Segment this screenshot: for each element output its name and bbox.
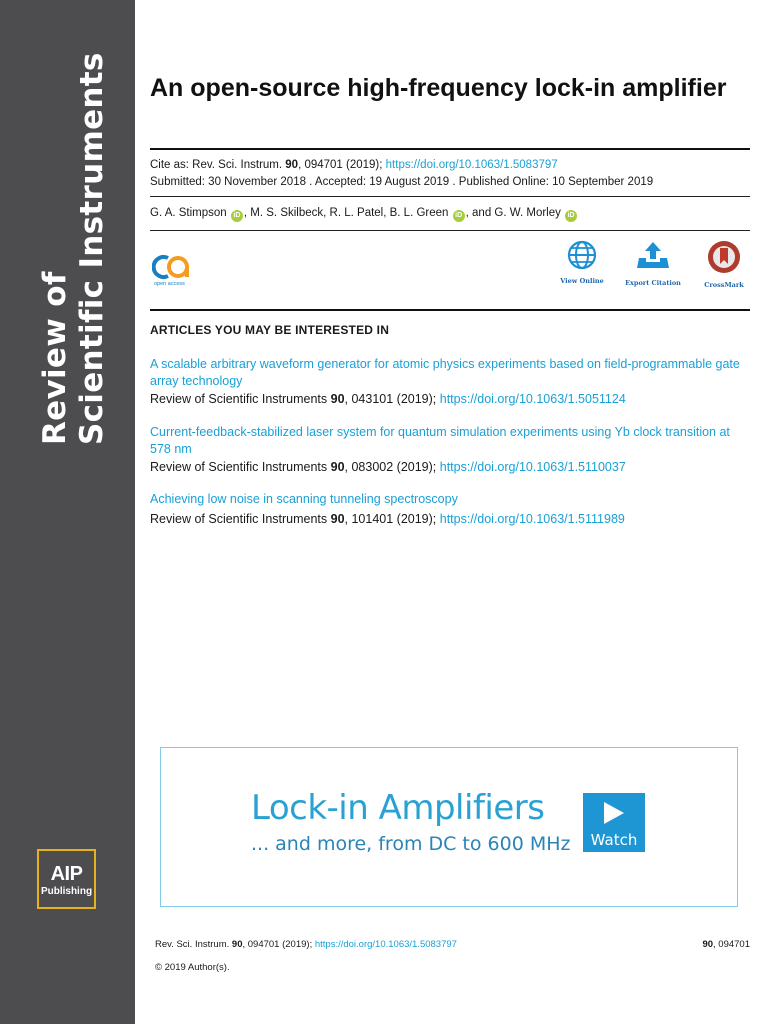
journal-title-line2: Scientific Instruments — [74, 52, 110, 445]
footer-volume: 90 — [231, 939, 243, 950]
divider — [150, 230, 750, 231]
orcid-icon[interactable]: iD — [231, 210, 243, 222]
orcid-icon[interactable]: iD — [453, 210, 465, 222]
related-article-source — [150, 511, 625, 528]
aip-logo-text: AIP — [50, 863, 83, 885]
play-icon — [604, 802, 624, 824]
divider — [150, 148, 750, 150]
related-article-title[interactable]: Current-feedback-stabilized laser system for quantum simulation experiments using Yb clock transition at 578 nm — [150, 425, 730, 456]
crossmark-icon — [707, 240, 741, 274]
watch-label: Watch — [590, 831, 638, 849]
page-identifier — [702, 938, 750, 952]
related-article-doi-link[interactable]: https://doi.org/10.1063/1.5111989 — [439, 512, 625, 526]
aip-publishing-logo[interactable] — [37, 849, 96, 909]
journal-title-line1: Review of — [37, 271, 73, 445]
open-access-icon — [152, 252, 196, 288]
footer-citation — [155, 938, 457, 952]
page-ref: , 094701 — [713, 939, 750, 950]
divider — [150, 309, 750, 311]
related-article-source — [150, 391, 626, 408]
crossmark-label: CrossMark — [704, 281, 744, 289]
source-ref: , 101401 (2019); — [344, 512, 440, 526]
export-citation-label: Export Citation — [625, 279, 681, 287]
related-article-doi-link[interactable]: https://doi.org/10.1063/1.5110037 — [439, 460, 626, 474]
author-stimpson[interactable]: G. A. Stimpson — [150, 207, 227, 219]
cite-label: Cite as: Rev. Sci. Instrum. — [150, 159, 286, 171]
author-list — [150, 205, 578, 222]
article-title: An open-source high-frequency lock-in amplifier — [150, 74, 727, 102]
aip-logo-subtext: Publishing — [40, 886, 93, 897]
globe-icon — [567, 240, 597, 270]
copyright-notice: © 2019 Author(s). — [155, 962, 230, 973]
cite-volume: 90 — [285, 159, 299, 171]
source-volume: 90 — [330, 512, 345, 526]
view-online-label: View Online — [560, 277, 604, 285]
divider — [150, 196, 750, 197]
footer-doi-link[interactable]: https://doi.org/10.1063/1.5083797 — [314, 939, 457, 950]
footer-ref: , 094701 (2019); — [242, 939, 315, 950]
journal-title — [37, 45, 111, 445]
export-icon — [636, 240, 670, 272]
source-volume: 90 — [330, 460, 345, 474]
related-article-doi-link[interactable]: https://doi.org/10.1063/1.5051124 — [439, 392, 626, 406]
source-journal: Review of Scientific Instruments — [150, 392, 331, 406]
source-ref: , 043101 (2019); — [344, 392, 440, 406]
related-article-title[interactable]: Achieving low noise in scanning tunneling spectroscopy — [150, 492, 458, 506]
related-article-source — [150, 459, 626, 476]
orcid-icon[interactable]: iD — [565, 210, 577, 222]
source-journal: Review of Scientific Instruments — [150, 512, 331, 526]
open-access-logo — [152, 252, 196, 288]
footer-journal: Rev. Sci. Instrum. — [155, 939, 232, 950]
crossmark-button[interactable] — [694, 240, 754, 289]
open-access-label: open access — [154, 281, 185, 287]
author-morley[interactable]: , and G. W. Morley — [465, 207, 561, 219]
article-doi-link[interactable]: https://doi.org/10.1063/1.5083797 — [385, 159, 558, 171]
watch-button[interactable] — [583, 793, 645, 852]
cite-rest: , 094701 (2019); — [298, 159, 386, 171]
page-volume: 90 — [702, 939, 714, 950]
advertisement-banner[interactable] — [160, 747, 738, 907]
ad-headline: Lock-in Amplifiers — [251, 788, 545, 828]
journal-sidebar — [0, 0, 135, 1024]
view-online-button[interactable] — [552, 240, 612, 285]
ad-subline: ... and more, from DC to 600 MHz — [251, 833, 571, 855]
publication-dates: Submitted: 30 November 2018 . Accepted: 19 August 2019 . Published Online: 10 September 2019 — [150, 176, 654, 188]
related-articles-heading: ARTICLES YOU MAY BE INTERESTED IN — [150, 323, 390, 337]
author-group[interactable]: , M. S. Skilbeck, R. L. Patel, B. L. Green — [243, 207, 449, 219]
citation-block — [150, 157, 653, 191]
source-journal: Review of Scientific Instruments — [150, 460, 331, 474]
export-citation-button[interactable] — [623, 240, 683, 287]
related-article-title[interactable]: A scalable arbitrary waveform generator for atomic physics experiments based on field-programmable gate array technology — [150, 357, 740, 388]
source-ref: , 083002 (2019); — [344, 460, 440, 474]
source-volume: 90 — [330, 392, 345, 406]
